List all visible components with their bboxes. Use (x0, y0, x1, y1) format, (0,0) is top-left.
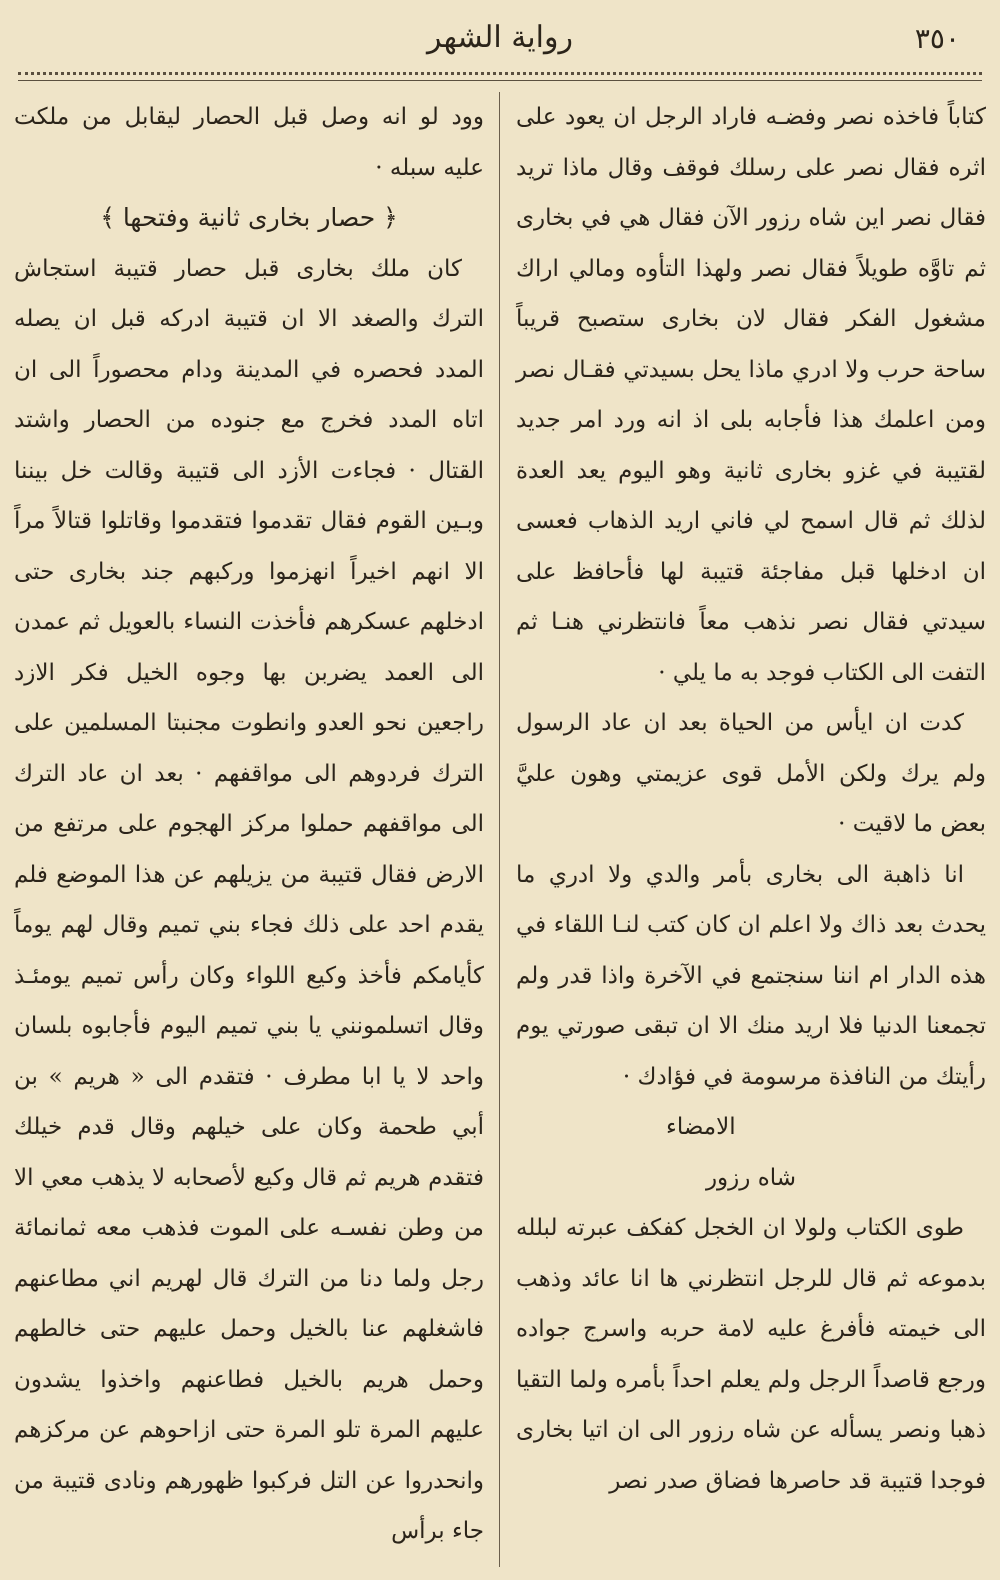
right-closing-paragraph: طوى الكتاب ولولا ان الخجل كفكف عبرته لبلله بدموعه ثم قال للرجل انتظرني ها انا عائد وذهب الى خيمته فأفرغ عليه لامة حربه واسرج جواده ورجع قاصداً الرجل ولم يعلم احداً بأمره ولما التقيا ذهبا ونصر يسأله عن شاه رزور الى ان اتيا بخارى فوجدا قتيبة قد حاصرها فضاق صدر نصر (516, 1215, 986, 1494)
left-column (14, 92, 484, 1557)
column-divider (499, 92, 500, 1567)
page-number: ٣٥٠ (914, 22, 960, 55)
left-paragraph-1: كان ملك بخارى قبل حصار قتيبة استجاش الترك والصغد الا ان قتيبة ادركه قبل ان يصله المدد فحصره في المدينة ودام محصوراً الى ان اتاه المدد فخرج مع جنوده من الحصار واشتد القتال · فجاءت الأزد الى قتيبة وقالت خل بيننا وبـين القوم فقال تقدموا فتقدموا وقاتلوا قتالاً مراً الا انهم اخيراً انهزموا وركبهم جند بخارى حتى ادخلهم عسكرهم فأخذت النساء بالعويل ثم عمدن الى العمد يضربن بها وجوه الخيل فكر الازد راجعين نحو العدو وانطوت مجنبتا المسلمين على الترك فردوهم الى مواقفهم · بعد ان عاد الترك الى مواقفهم حملوا مركز الهجوم على مرتفع من الارض فقال قتيبة من يزيلهم عن هذا الموضع فلم يقدم احد على ذلك فجاء بني تميم وقال لهم يوماً كأيامكم فأخذ وكيع اللواء وكان رأس تميم يومئـذ وقال اتسلمونني يا بني تميم اليوم فأجابوه بلسان واحد لا يا ابا مطرف · فتقدم الى « هريم » بن أبي طحمة وكان على خيلهم وقال قدم خيلك فتقدم هريم ثم قال وكيع لأصحابه لا يذهب معي الا من وطن نفسـه على الموت فذهب معه ثمانمائة رجل ولما دنا من الترك قال لهريم اني مطاعنهم فاشغلهم عنا بالخيل وحمل عليهم حتى خالطهم وحمل هريم بالخيل فطاعنهم واخذوا يشدون عليهم المرة تلو المرة حتى ازاحوهم عن مركزهم وانحدروا عن التل فركبوا ظهورهم ونادى قتيبة من جاء برأس (14, 255, 484, 1544)
right-paragraph-1: كتاباً فاخذه نصر وفضـه فاراد الرجل ان يعود على اثره فقال نصر على رسلك فوقف وقال ماذا تريد فقال نصر اين شاه رزور الآن فقال هي في بخارى ثم تاوَّه طويلاً فقال نصر ولهذا التأوه ومالي اراك مشغول الفكر فقال لان بخارى ستصبح قريباً ساحة حرب ولا ادري ماذا يحل بسيدتي فقـال نصر ومن اعلمك هذا فأجابه بلى اذ انه ورد امر جديد لقتيبة في غزو بخارى ثانية وهو اليوم يعد العدة لذلك ثم قال اسمح لي فاني اريد الذهاب فعسى ان ادخلها قبل مفاجئة قتيبة لها فأحافظ على سيدتي فقال نصر نذهب معاً فانتظرني هنـا ثم التفت الى الكتاب فوجد به ما يلي · (516, 104, 986, 686)
section-heading: ﴿ حصار بخارى ثانية وفتحها ﴾ (100, 203, 398, 232)
running-title: رواية الشهر (427, 20, 573, 55)
signature-title: الامضاء (666, 1114, 736, 1140)
signature-name: شاه رزور (705, 1164, 797, 1191)
header-dotted-rule (18, 72, 982, 75)
right-paragraph-2: كدت ان ايأس من الحياة بعد ان عاد الرسول ولم يرك ولكن الأمل قوى عزيمتي وهون عليَّ بعض ما لاقيت · (516, 710, 986, 837)
header-solid-rule (18, 80, 982, 81)
left-opening-paragraph: وود لو انه وصل قبل الحصار ليقابل من ملكت عليه سبله · (14, 104, 484, 181)
right-column (516, 92, 986, 1506)
right-paragraph-3: انا ذاهبة الى بخارى بأمر والدي ولا ادري ما يحدث بعد ذاك ولا اعلم ان كان كتب لنـا اللقاء في هذه الدار ام اننا سنجتمع في الآخرة واذا قدر ولم تجمعنا الدنيا فلا اريد منك الا ان تبقى صورتي يوم رأيتك من النافذة مرسومة في فؤادك · (516, 861, 986, 1090)
page-header (0, 0, 1000, 70)
